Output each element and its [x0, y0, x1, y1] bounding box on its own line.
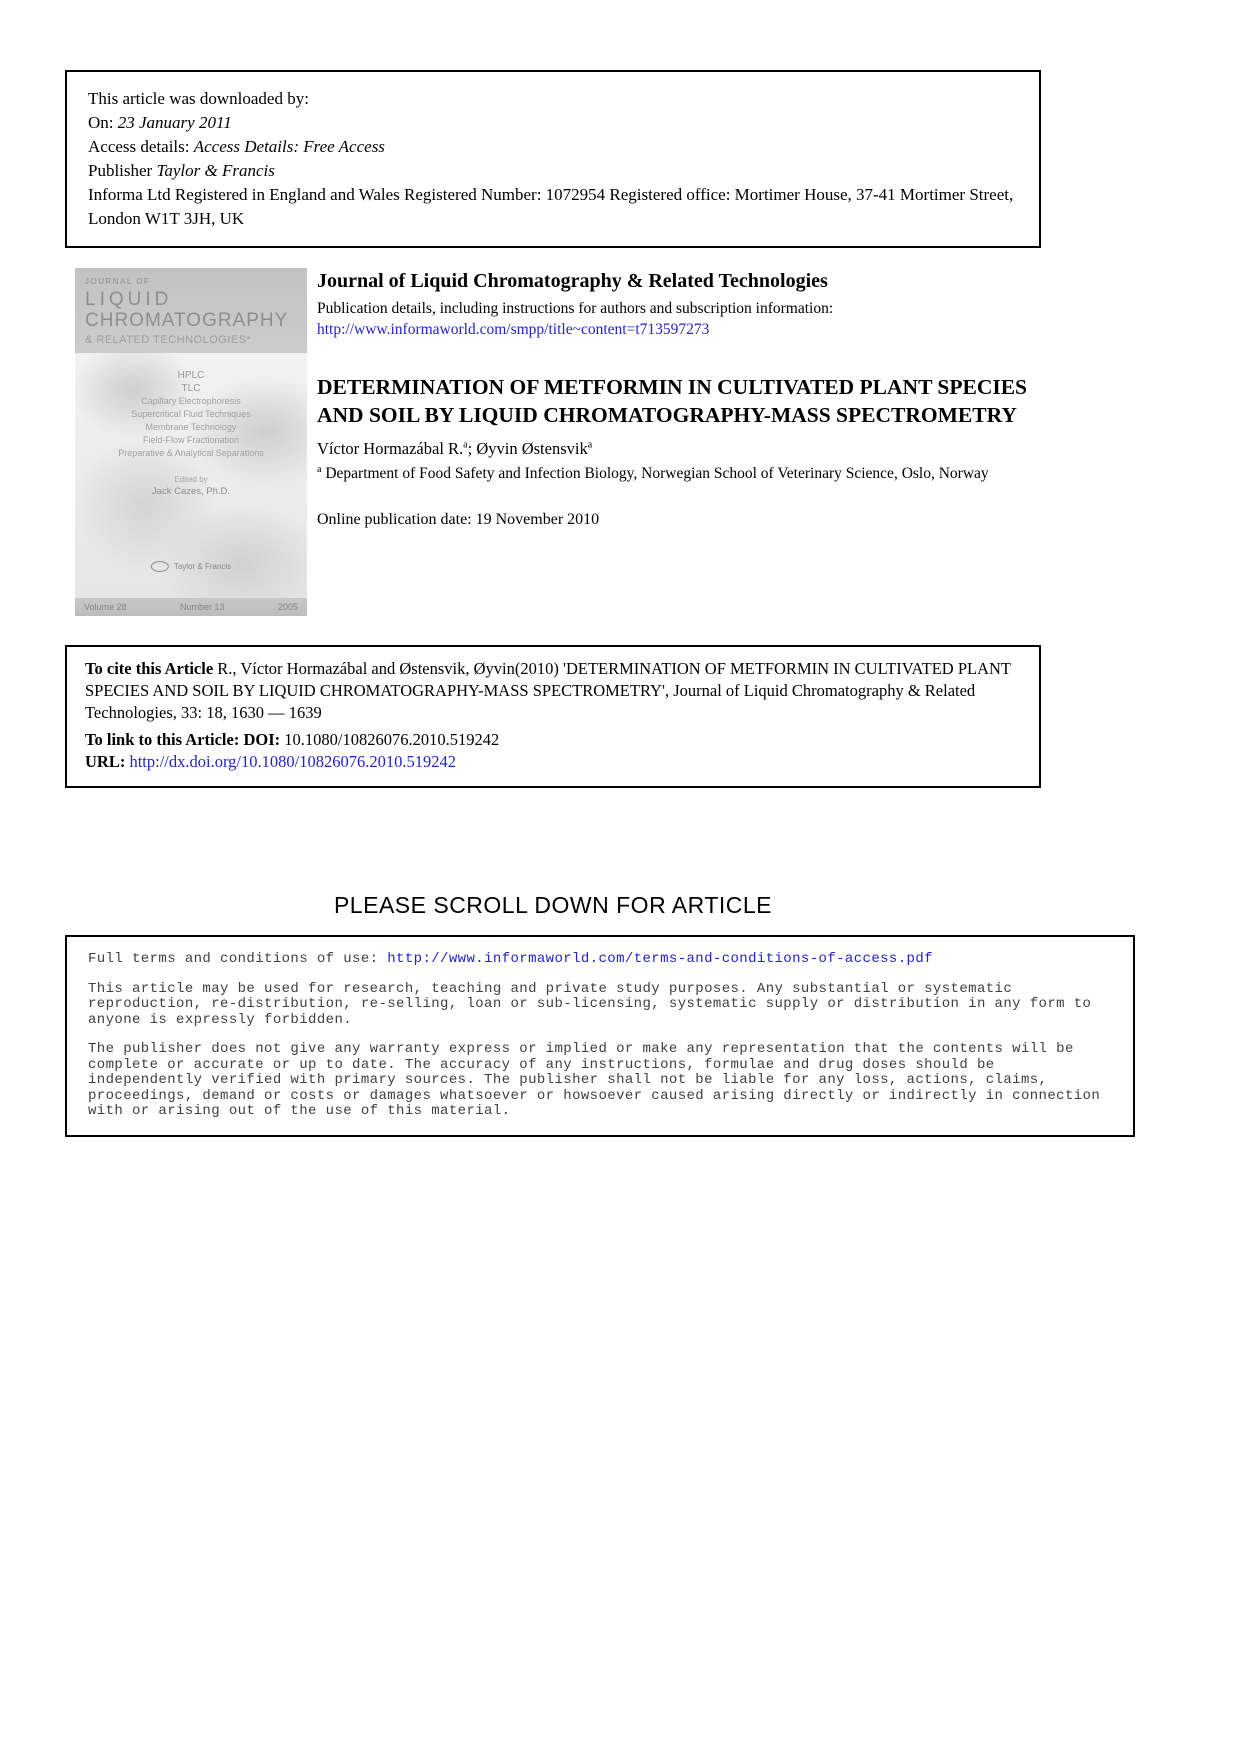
author-separator: ; — [467, 439, 477, 458]
full-terms-line — [88, 952, 1112, 968]
cover-edited-by: Edited by — [174, 475, 208, 484]
journal-info-link[interactable]: http://www.informaworld.com/smpp/title~content=t713597273 — [317, 321, 710, 338]
cover-journal-of: JOURNAL OF — [85, 277, 151, 286]
cover-masthead — [75, 268, 307, 353]
terms-box — [65, 935, 1135, 1137]
cite-label: To cite this Article — [85, 659, 214, 678]
access-value: Access Details: Free Access — [193, 137, 385, 156]
terms-link[interactable]: http://www.informaworld.com/terms-and-conditions-of-access.pdf — [387, 951, 933, 967]
taylor-francis-logo — [151, 561, 231, 572]
publisher-name: Taylor & Francis — [156, 161, 275, 180]
journal-title: Journal of Liquid Chromatography & Related Technologies — [317, 270, 828, 292]
cite-article-line — [85, 658, 1021, 724]
publication-details-text: Publication details, including instructions for authors and subscription information: — [317, 300, 834, 317]
doi-url-link[interactable]: http://dx.doi.org/10.1080/10826076.2010.519242 — [129, 752, 456, 771]
downloaded-by-line — [88, 87, 1018, 111]
download-date-line — [88, 111, 1018, 135]
online-publication-date: Online publication date: 19 November 2010 — [317, 511, 600, 528]
download-date: 23 January 2011 — [117, 113, 232, 132]
cover-volume: Volume 28 — [84, 602, 127, 612]
cover-title-liquid: LIQUID — [85, 289, 173, 310]
journal-header-row — [75, 268, 1049, 616]
cover-editor: Jack Cazes, Ph.D. — [151, 486, 231, 497]
cover-year: 2005 — [277, 602, 298, 612]
scroll-down-notice: PLEASE SCROLL DOWN FOR ARTICLE — [333, 892, 773, 918]
cover-topic: Preparative & Analytical Separations — [118, 448, 264, 458]
doi-value: 10.1080/10826076.2010.519242 — [284, 730, 500, 749]
author-2: Øyvin Østensvik — [476, 439, 588, 458]
terms-paragraph-2: The publisher does not give any warranty express or implied or make any representation that the contents will be complete or accurate or up to date. The accuracy of any instructions, formulae and drug doses should be independently verified with primary sources. The publisher shall not be liable for any loss, actions, claims, proceedings, demand or costs or damages whatsoever or howsoever caused arising directly or indirectly in connection with or arising out of the use of this material. — [88, 1041, 1101, 1119]
publisher-line — [88, 159, 1018, 183]
author-2-affiliation-mark: a — [587, 439, 593, 451]
download-info-box — [65, 70, 1041, 248]
downloaded-by-text: This article was downloaded by: — [88, 89, 309, 108]
taylor-francis-globe-icon — [151, 561, 169, 572]
url-line — [85, 751, 1021, 773]
cover-topic: HPLC — [177, 370, 205, 381]
author-affiliation — [317, 463, 1049, 484]
taylor-francis-logo-text: Taylor & Francis — [173, 562, 232, 571]
terms-paragraph-1: This article may be used for research, teaching and private study purposes. Any substantial or systematic reproduction, re-distribution, re-selling, loan or sub-licensing, systematic supply or distribution in any form to anyone is expressly forbidden. — [88, 980, 1092, 1028]
on-label: On: — [88, 113, 118, 132]
cover-body — [75, 353, 307, 598]
full-terms-label: Full terms and conditions of use: — [88, 951, 388, 967]
publisher-label: Publisher — [88, 161, 157, 180]
cover-topic: TLC — [181, 383, 201, 394]
url-label: URL: — [85, 752, 130, 771]
cover-topic: Field-Flow Fractionation — [142, 435, 240, 445]
doi-label: To link to this Article: DOI: — [85, 730, 285, 749]
affiliation-mark: a — [317, 463, 322, 475]
author-1: Víctor Hormazábal R. — [317, 439, 464, 458]
access-label: Access details: — [88, 137, 194, 156]
affiliation-text: Department of Food Safety and Infection Biology, Norwegian School of Veterinary Science, Oslo, Norway — [321, 465, 989, 482]
cover-title-chromatography: CHROMATOGRAPHY — [85, 310, 289, 331]
journal-cover-image — [75, 268, 307, 616]
access-details-line — [88, 135, 1018, 159]
cover-footer — [75, 598, 307, 616]
cover-number: Number 13 — [179, 602, 225, 612]
cite-text: R., Víctor Hormazábal and Østensvik, Øyvin(2010) 'DETERMINATION OF METFORMIN IN CULTIVATED PLANT SPECIES AND SOIL BY LIQUID CHROMATOGRAPHY-MASS SPECTROMETRY', Journal of Liquid Chromatography & Related Technologies, 33: 18, 1630 — 1639 — [85, 659, 1011, 722]
cover-topic: Supercritical Fluid Techniques — [131, 409, 251, 419]
author-1-affiliation-mark: a — [463, 439, 468, 451]
cover-topic: Membrane Technology — [145, 422, 237, 432]
citation-box — [65, 645, 1041, 788]
registration-text: Informa Ltd Registered in England and Wales Registered Number: 1072954 Registered office: Mortimer House, 37-41 Mortimer Street, London W1T 3JH, UK — [88, 185, 1014, 228]
article-authors — [317, 438, 1049, 460]
journal-info-link-line — [317, 319, 1049, 340]
journal-info-column — [317, 268, 1049, 616]
doi-line — [85, 729, 1021, 751]
cover-topic: Capillary Electrophoresis — [141, 396, 241, 406]
article-title: DETERMINATION OF METFORMIN IN CULTIVATED PLANT SPECIES AND SOIL BY LIQUID CHROMATOGRAPHY-MASS SPECTROMETRY — [317, 375, 1028, 427]
cover-title-related: & RELATED TECHNOLOGIES* — [85, 334, 252, 346]
registration-line — [88, 183, 1018, 231]
